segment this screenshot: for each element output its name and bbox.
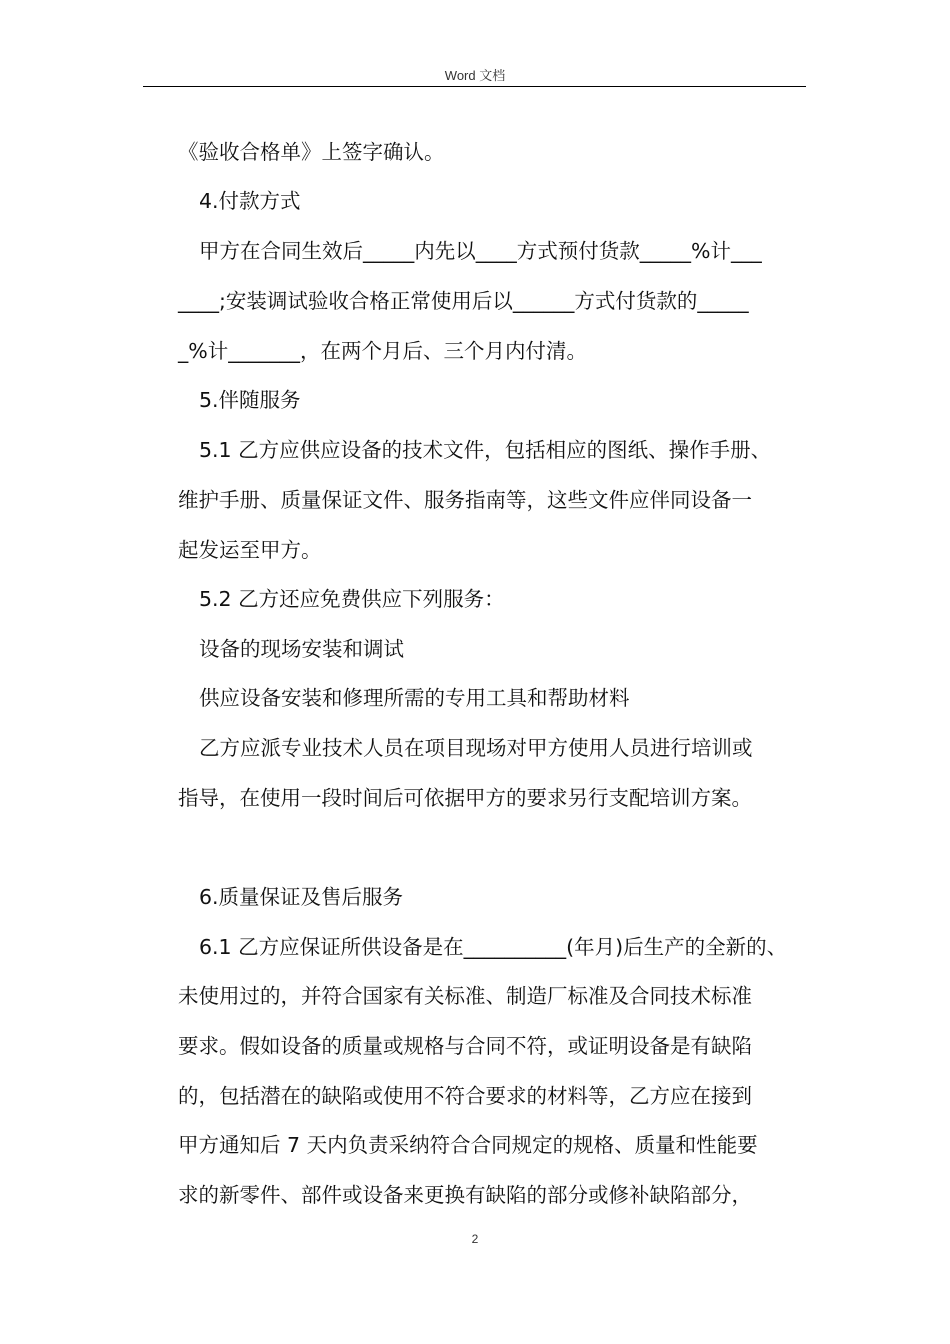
- body-line: 起发运至甲方。: [178, 538, 322, 562]
- body-line: 6.1 乙方应保证所供设备是在__________(年月)后生产的全新的、: [199, 935, 788, 959]
- header-divider: [143, 86, 806, 87]
- body-line: 的，包括潜在的缺陷或使用不符合要求的材料等，乙方应在接到: [178, 1084, 752, 1108]
- section-heading: 6.质量保证及售后服务: [199, 885, 404, 909]
- body-line: 求的新零件、部件或设备来更换有缺陷的部分或修补缺陷部分，: [178, 1183, 752, 1207]
- body-line: 未使用过的，并符合国家有关标准、制造厂标准及合同技术标准: [178, 984, 752, 1008]
- body-line: 乙方应派专业技术人员在项目现场对甲方使用人员进行培训或: [199, 736, 753, 760]
- body-line: 5.2 乙方还应免费供应下列服务：: [199, 587, 505, 611]
- body-line: ____;安装调试验收合格正常使用后以______方式付货款的_____: [178, 289, 749, 313]
- body-line: _%计_______，在两个月后、三个月内付清。: [178, 339, 587, 363]
- body-line: 甲方在合同生效后_____内先以____方式预付货款_____%计___: [199, 239, 762, 263]
- body-line: 5.1 乙方应供应设备的技术文件，包括相应的图纸、操作手册、: [199, 438, 772, 462]
- body-line: 指导，在使用一段时间后可依据甲方的要求另行支配培训方案。: [178, 786, 752, 810]
- body-line: 供应设备安装和修理所需的专用工具和帮助材料: [199, 686, 630, 710]
- body-line: 甲方通知后 7 天内负责采纳符合合同规定的规格、质量和性能要: [178, 1133, 758, 1157]
- section-heading: 4.付款方式: [199, 189, 301, 213]
- body-line: 要求。假如设备的质量或规格与合同不符，或证明设备是有缺陷: [178, 1034, 752, 1058]
- body-line: 《验收合格单》上签字确认。: [178, 140, 445, 164]
- page-number: 2: [471, 1232, 479, 1246]
- body-line: 维护手册、质量保证文件、服务指南等，这些文件应伴同设备一: [178, 488, 752, 512]
- page-header-title: Word 文档: [444, 68, 506, 83]
- body-line: 设备的现场安装和调试: [199, 637, 404, 661]
- section-heading: 5.伴随服务: [199, 388, 301, 412]
